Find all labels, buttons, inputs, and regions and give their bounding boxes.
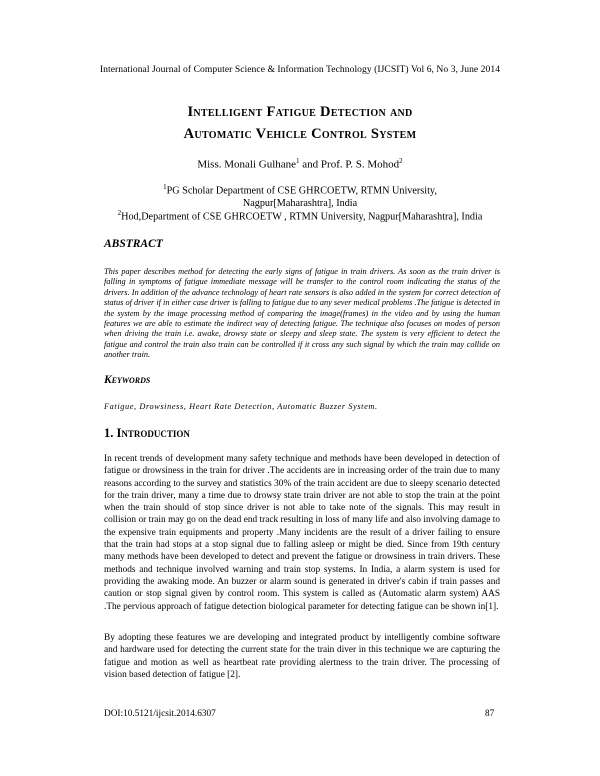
page-number: 87 [485,709,495,719]
affiliation-2 [0,207,600,223]
introduction-title: Introduction [116,426,190,440]
author-2-name: and Prof. P. S. Mohod [299,158,400,171]
journal-header: International Journal of Computer Science & Information Technology (IJCSIT) Vol 6, No 3, June 2014 [99,64,501,75]
author-1-sup: 1 [296,157,300,165]
author-list [0,157,600,171]
keywords-body: Fatigue, Drowsiness, Heart Rate Detection, Automatic Buzzer System. [104,402,378,411]
introduction-number: 1. [104,426,117,440]
introduction-heading [104,426,190,441]
introduction-paragraph-1: In recent trends of development many safety technique and methods have been developed in detection of fatigue or drowsiness in the train for driver .The accidents are in increasing order of the train due to many reasons according to the survey and statistics 30% of the train accident are due to sleepy scenario detected for the train driver, many a time due to drowsy state train driver are not able to stop the train at the point when the train should of stop since driver is not able to take note of the signals. This may result in collision or train may go on the dead end track resulting in loss of many life and also involving damage to the expensive train equipments and property .Many incidents are the result of a driver failing to ensure that the train had stops at a stop signal due to falling asleep or might be died. Since from 19th century many methods have been developed to detect and prevent the fatigue or drowsiness in train drivers. These methods and technique involved warning and train stop systems. In India, a alarm system is used for providing the awaking mode. An buzzer or alarm sound is generated in driver's cabin if train passes and caution or stop signal given by control room. This system is called as (Automatic alarm system) AAS .The pervious approach of fatigue detection biological parameter for detecting fatigue can be shown in[1]. [104,454,500,612]
title-line-2: Automatic Vehicle Control System [183,126,417,142]
author-2-sup: 2 [399,157,403,165]
affiliation-1-line-1: PG Scholar Department of CSE GHRCOETW, RTMN University, [166,185,437,197]
keywords-heading: Keywords [104,374,151,386]
introduction-paragraph-2: By adopting these features we are developing and integrated product by intelligently combine software and hardware used for detecting the current state for the train diver in this technique we are capturing the fatigue and motion as well as heartbeat rate providing alertness to the train driver. The processing of vision based detection of fatigue [2]. [104,633,500,680]
affiliation-1 [0,181,600,210]
affiliation-1-sup: 1 [163,183,167,191]
abstract-heading: ABSTRACT [104,238,163,250]
affiliation-2-line-1: Hod,Department of CSE GHRCOETW , RTMN University, Nagpur[Maharashtra], India [121,211,483,223]
affiliation-1-line-2: Nagpur[Maharashtra], India [242,198,358,210]
title-line-1: Intelligent Fatigue Detection and [187,104,413,120]
paper-title [0,101,600,145]
author-1-name: Miss. Monali Gulhane [197,158,297,171]
affiliation-2-sup: 2 [117,209,122,217]
abstract-body: This paper describes method for detecting the early signs of fatigue in train drivers. As soon as the train driver is falling in symptoms of fatigue immediate message will be transfer to the control room indicating the status of the drivers. In addition of the advance technology of heart rate sensors is also added in the system for correct detection of status of driver if in either case driver is falling to fatigue due to any sever medical problems .The fatigue is detected in the system by the image processing method of comparing the image(frames) in the video and by using the human features we are able to estimate the indirect way of detecting fatigue. The technique also focuses on modes of person when driving the train i.e. awake, drowsy state or sleepy and sleep state. The system is very efficient to detect the fatigue and control the train also train can be controlled if it cross any such signal by which the train may collide on another train. [104,267,500,360]
footer-doi: DOI:10.5121/ijcsit.2014.6307 [104,709,216,719]
